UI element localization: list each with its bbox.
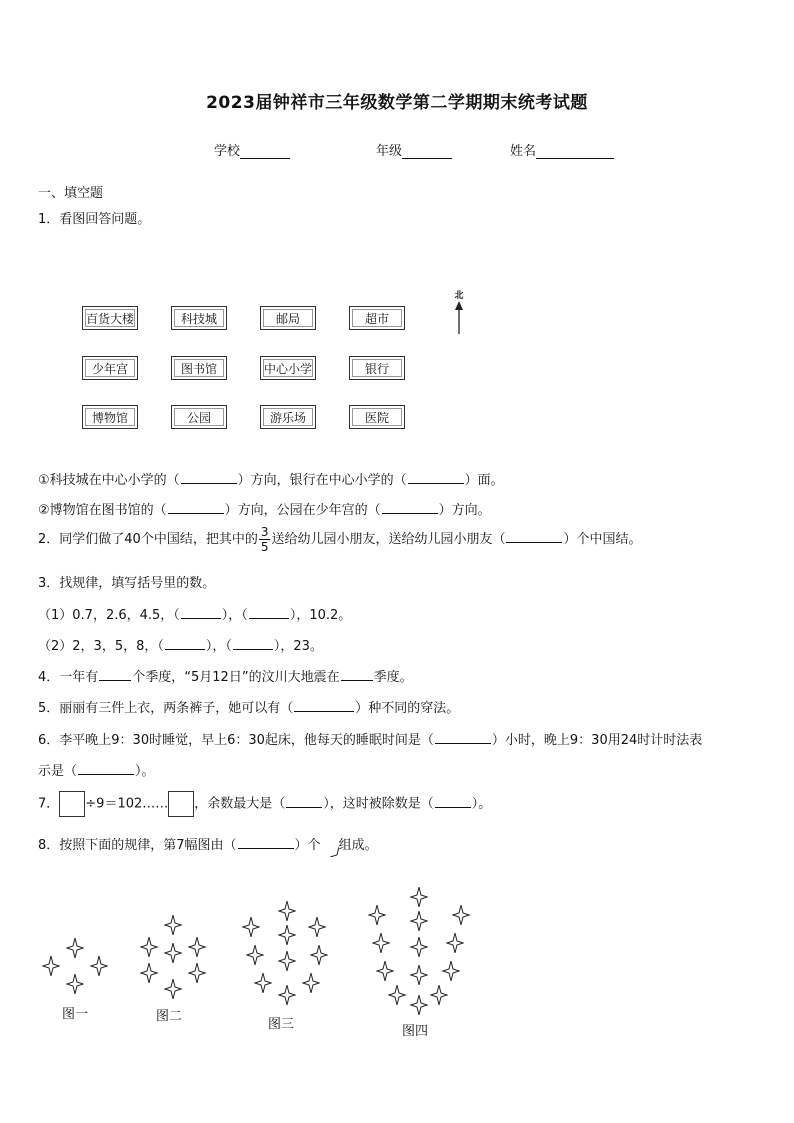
star-icon: [189, 937, 205, 957]
place-box: 中心小学: [260, 356, 316, 380]
star-icon: [311, 945, 327, 965]
name-label: 姓名: [510, 144, 537, 159]
grade-blank[interactable]: [402, 144, 452, 159]
page-title: 2023届钟祥市三年级数学第二学期期末统考试题: [206, 93, 588, 113]
figure-4-label: 图四: [402, 1024, 429, 1039]
q1-sub2: ②博物馆在图书馆的（ ）方向，公园在少年宫的（ ）方向。: [38, 503, 491, 518]
answer-blank[interactable]: [78, 762, 134, 775]
school-label: 学校: [214, 144, 241, 159]
star-icon: [165, 915, 181, 935]
answer-blank[interactable]: [408, 471, 464, 484]
star-icon: [67, 974, 83, 994]
place-box: 公园: [171, 405, 227, 429]
answer-blank[interactable]: [181, 606, 221, 619]
figure-2-label: 图二: [156, 1009, 183, 1024]
star-icon: [279, 901, 295, 921]
star-icon: [309, 917, 325, 937]
star-icon: [141, 937, 157, 957]
star-icon: [279, 985, 295, 1005]
answer-blank[interactable]: [294, 699, 354, 712]
star-icon: [447, 933, 463, 953]
answer-blank[interactable]: [341, 668, 373, 681]
answer-blank[interactable]: [168, 501, 224, 514]
north-label: 北: [454, 291, 464, 301]
star-icon: [411, 911, 427, 931]
q8: 8．按照下面的规律，第7幅图由（ ）个 组成。: [38, 834, 378, 857]
q6-line1: 6．李平晚上9：30时睡觉，早上6：30起床，他每天的睡眠时间是（ ）小时，晚上9：30用24时计时法表: [38, 733, 703, 748]
place-box: 银行: [349, 356, 405, 380]
q3-stem: 3．找规律，填写括号里的数。: [38, 576, 216, 591]
place-box: 科技城: [171, 306, 227, 330]
place-box: 超市: [349, 306, 405, 330]
place-box: 图书馆: [171, 356, 227, 380]
name-blank[interactable]: [536, 144, 614, 159]
place-box: 少年宫: [82, 356, 138, 380]
answer-blank[interactable]: [435, 795, 471, 808]
star-icon: [255, 973, 271, 993]
q1-sub1: ①科技城在中心小学的（ ）方向，银行在中心小学的（ ）面。: [38, 473, 504, 488]
fraction: $\frac{3}{5}$: [260, 525, 269, 554]
star-icon: [43, 956, 59, 976]
answer-blank[interactable]: [286, 795, 322, 808]
q3-s2: （2）2，3，5，8，（ ），（ ），23。: [38, 639, 323, 654]
star-icon: [373, 933, 389, 953]
north-arrow-icon: [449, 288, 469, 336]
place-box: 邮局: [260, 306, 316, 330]
star-icon: [279, 925, 295, 945]
q3-s1: （1）0.7，2.6，4.5，（ ），（ ），10.2。: [38, 608, 352, 623]
answer-blank[interactable]: [506, 530, 562, 543]
star-icon: [453, 905, 469, 925]
answer-blank[interactable]: [249, 606, 289, 619]
place-box: 百货大楼: [82, 306, 138, 330]
star-icon: [411, 887, 427, 907]
place-box: 游乐场: [260, 405, 316, 429]
q4: 4．一年有 个季度，“5月12日”的汶川大地震在 季度。: [38, 670, 413, 685]
star-icon: [411, 965, 427, 985]
star-icon: [165, 943, 181, 963]
answer-blank[interactable]: [233, 637, 273, 650]
north-indicator: [449, 288, 469, 336]
figure-1-stars: [40, 935, 112, 999]
star-icon: [303, 973, 319, 993]
answer-blank[interactable]: [99, 668, 131, 681]
q6-line2: 示是（ ）。: [38, 764, 155, 779]
figure-3-label: 图三: [268, 1017, 295, 1032]
name-field[interactable]: [510, 140, 614, 159]
figure-1-label: 图一: [62, 1007, 89, 1022]
q2: 2．同学们做了40个中国结，把其中的 $\frac{3}{5}$ 送给幼儿园小朋友，送给幼儿园小朋友（ ）个中国结。: [38, 525, 642, 554]
star-icon: [67, 938, 83, 958]
star-icon: [165, 979, 181, 999]
star-icon: [411, 995, 427, 1015]
star-icon: [243, 917, 259, 937]
star-icon: [141, 963, 157, 983]
remainder-box[interactable]: [168, 791, 194, 817]
q5: 5．丽丽有三件上衣，两条裤子，她可以有（ ）种不同的穿法。: [38, 701, 460, 716]
figure-3-stars: [236, 898, 332, 1010]
star-icon: [247, 945, 263, 965]
star-icon: [389, 985, 405, 1005]
star-icon: [443, 961, 459, 981]
star-icon: [369, 905, 385, 925]
star-icon: [377, 961, 393, 981]
school-field[interactable]: [214, 140, 290, 159]
section-fill-blank: 一、填空题: [38, 186, 104, 201]
answer-blank[interactable]: [165, 637, 205, 650]
answer-blank[interactable]: [382, 501, 438, 514]
star-icon: [431, 985, 447, 1005]
answer-blank[interactable]: [181, 471, 237, 484]
figure-4-stars: [364, 884, 474, 1018]
place-box: 博物馆: [82, 405, 138, 429]
answer-blank[interactable]: [238, 836, 294, 849]
grade-label: 年级: [376, 144, 403, 159]
star-icon: [279, 951, 295, 971]
place-box: 医院: [349, 405, 405, 429]
q1-stem: 1．看图回答问题。: [38, 212, 151, 227]
figure-2-stars: [134, 912, 214, 1002]
star-icon: [321, 835, 339, 857]
school-blank[interactable]: [240, 144, 290, 159]
grade-field[interactable]: [376, 140, 452, 159]
dividend-box[interactable]: [59, 791, 85, 817]
star-icon: [91, 956, 107, 976]
star-icon: [411, 937, 427, 957]
q7: 7． ÷9＝102…… ，余数最大是（ ），这时被除数是（ ）。: [38, 791, 491, 817]
star-icon: [189, 963, 205, 983]
answer-blank[interactable]: [435, 731, 491, 744]
